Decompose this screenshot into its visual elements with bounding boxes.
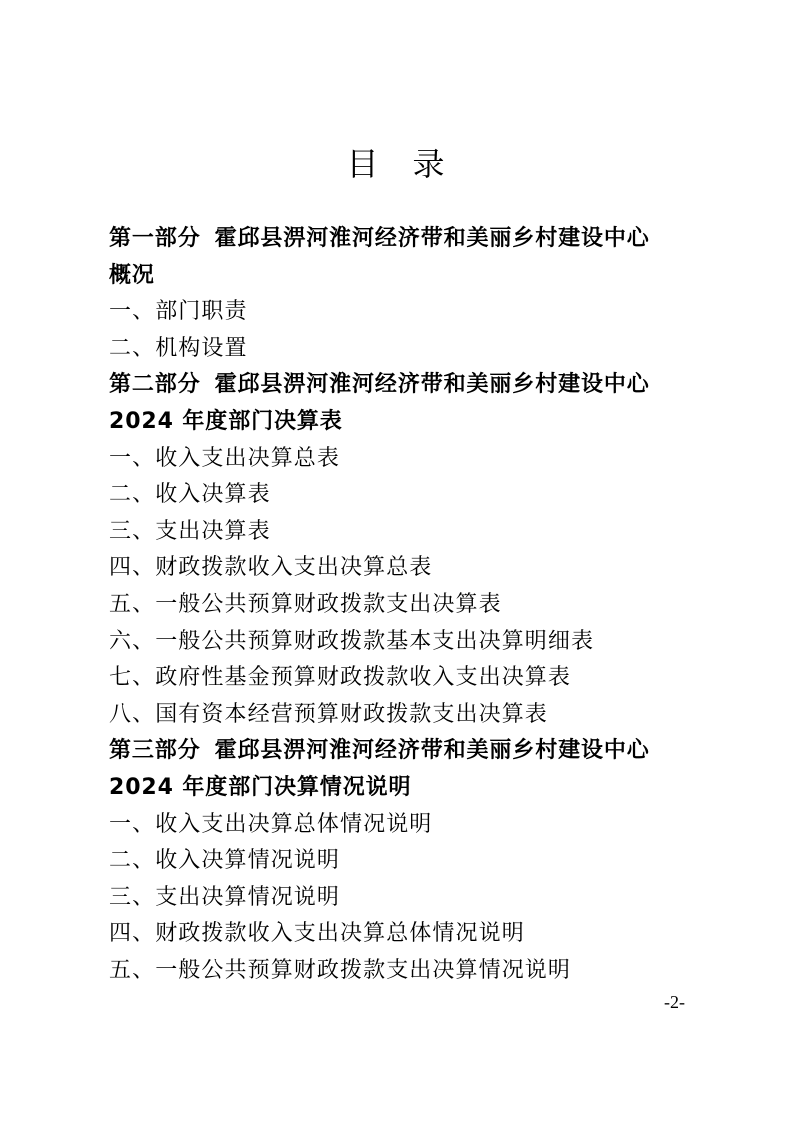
toc-item[interactable]: 四、财政拨款收入支出决算总表 <box>109 555 433 581</box>
part-1-label: 第一部分 <box>109 226 201 251</box>
toc-item[interactable]: 四、财政拨款收入支出决算总体情况说明 <box>109 921 525 947</box>
toc-item[interactable]: 二、机构设置 <box>109 335 248 361</box>
page-title <box>0 142 793 186</box>
toc-item[interactable]: 七、政府性基金预算财政拨款收入支出决算表 <box>109 665 572 691</box>
toc-item[interactable]: 一、收入支出决算总体情况说明 <box>109 811 433 837</box>
toc-item[interactable]: 三、支出决算表 <box>109 518 271 544</box>
toc-item[interactable]: 五、一般公共预算财政拨款支出决算表 <box>109 591 502 617</box>
part-2-heading[interactable] <box>109 367 709 404</box>
toc-item[interactable]: 五、一般公共预算财政拨款支出决算情况说明 <box>109 957 572 983</box>
toc-item[interactable]: 一、收入支出决算总表 <box>109 445 341 471</box>
toc-item[interactable]: 八、国有资本经营预算财政拨款支出决算表 <box>109 701 548 727</box>
table-of-contents <box>109 221 709 989</box>
toc-item[interactable]: 三、支出决算情况说明 <box>109 884 341 910</box>
toc-item[interactable]: 二、收入决算表 <box>109 482 271 508</box>
part-3-heading-continued[interactable]: 2024 年度部门决算情况说明 <box>109 774 412 800</box>
part-2-label: 第二部分 <box>109 372 201 398</box>
part-3-label: 第三部分 <box>109 738 201 764</box>
toc-item[interactable]: 六、一般公共预算财政拨款基本支出决算明细表 <box>109 628 595 654</box>
page-number: -2- <box>664 992 685 1012</box>
part-3-heading[interactable] <box>109 733 709 770</box>
part-1-heading[interactable] <box>109 221 709 258</box>
part-2-heading-text: 霍邱县淠河淮河经济带和美丽乡村建设中心 <box>214 372 650 398</box>
toc-item[interactable]: 一、部门职责 <box>109 299 248 325</box>
title-char-1: 目 <box>346 145 381 183</box>
part-1-heading-text: 霍邱县淠河淮河经济带和美丽乡村建设中心 <box>214 226 650 251</box>
part-2-heading-continued[interactable]: 2024 年度部门决算表 <box>109 408 343 434</box>
title-char-2: 录 <box>412 145 447 183</box>
part-1-heading-continued[interactable]: 概况 <box>109 262 155 288</box>
toc-item[interactable]: 二、收入决算情况说明 <box>109 848 341 874</box>
part-3-heading-text: 霍邱县淠河淮河经济带和美丽乡村建设中心 <box>214 738 650 764</box>
